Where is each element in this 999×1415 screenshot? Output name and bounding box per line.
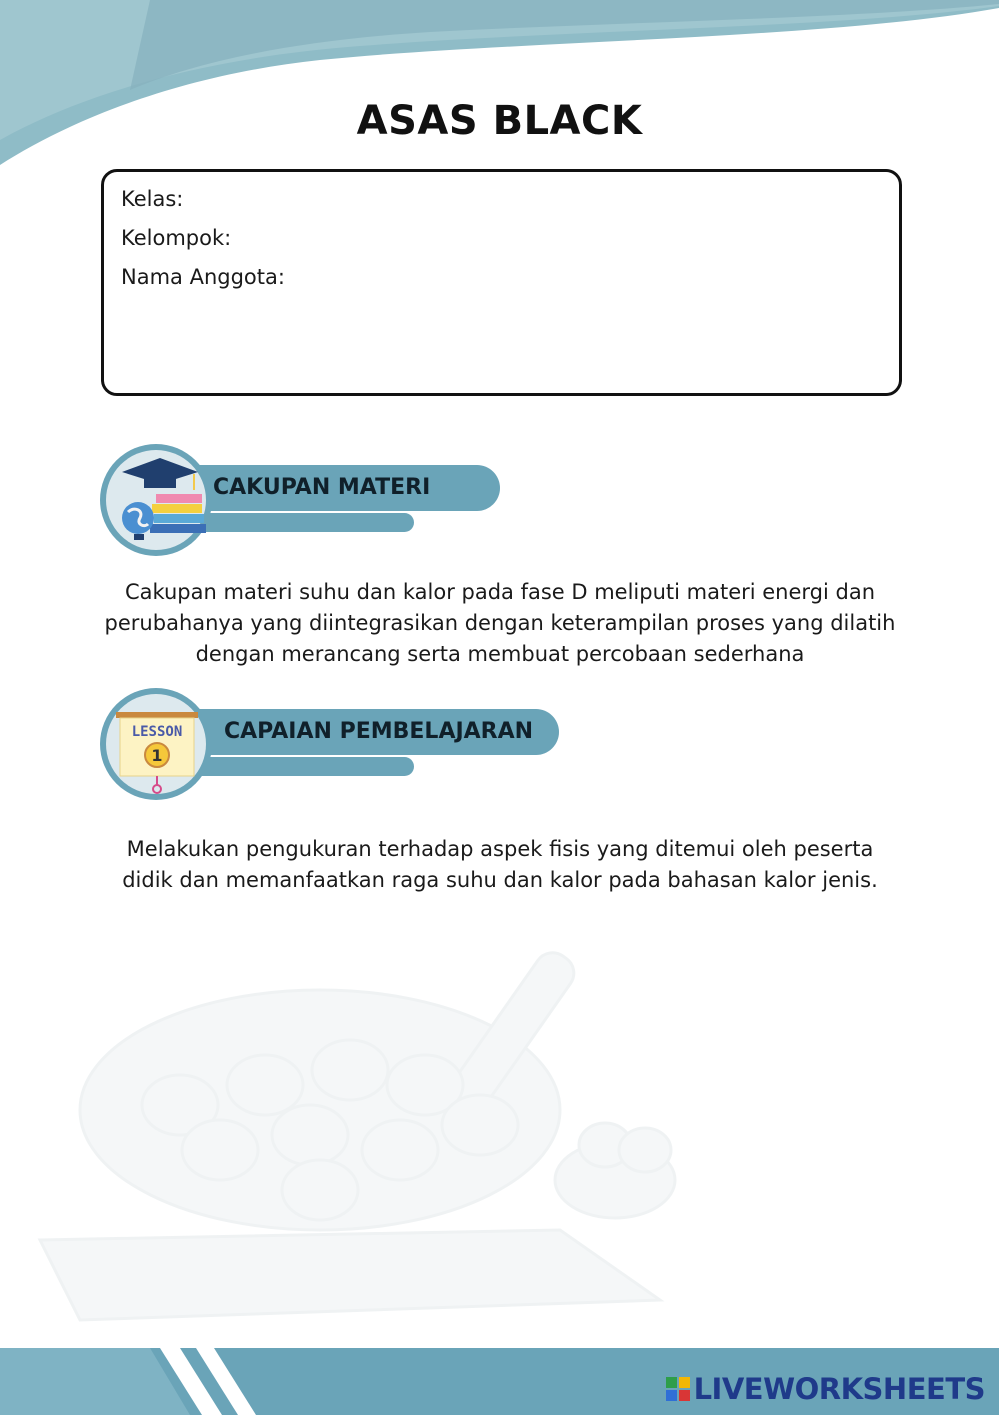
section-header-capaian-pembelajaran xyxy=(100,688,560,803)
student-info-box xyxy=(101,169,902,396)
section-header-cakupan-materi xyxy=(100,444,500,559)
brand-text: LIVEWORKSHEETS xyxy=(693,1372,985,1406)
frying-pan-eggs-illustration xyxy=(20,900,720,1350)
section-body-capaian-pembelajaran: Melakukan pengukuran terhadap aspek fisis yang ditemui oleh peserta didik dan memanfaatkan raga suhu dan kalor pada bahasan kalor jenis. xyxy=(122,837,878,892)
lesson-text: LESSON xyxy=(131,724,183,740)
top-wave-decoration xyxy=(0,0,999,175)
lesson-number: 1 xyxy=(151,746,163,765)
books-graduation-cap-icon xyxy=(110,454,210,544)
kelas-label: Kelas: xyxy=(121,187,184,211)
page-title: ASAS BLACK xyxy=(356,98,643,144)
lesson-1-sign-icon xyxy=(114,710,200,794)
liveworksheets-logo-icon xyxy=(666,1377,690,1401)
liveworksheets-brand xyxy=(666,1372,985,1406)
kelompok-label: Kelompok: xyxy=(121,226,232,250)
section-heading: CAKUPAN MATERI xyxy=(213,475,431,500)
nama-anggota-label: Nama Anggota: xyxy=(121,265,285,289)
section-body-cakupan-materi: Cakupan materi suhu dan kalor pada fase D meliputi materi energi dan perubahanya yang diintegrasikan dengan keterampilan proses yang dilatih dengan merancang serta membuat percobaan sederhana xyxy=(104,580,896,666)
section-heading: CAPAIAN PEMBELAJARAN xyxy=(224,719,534,744)
